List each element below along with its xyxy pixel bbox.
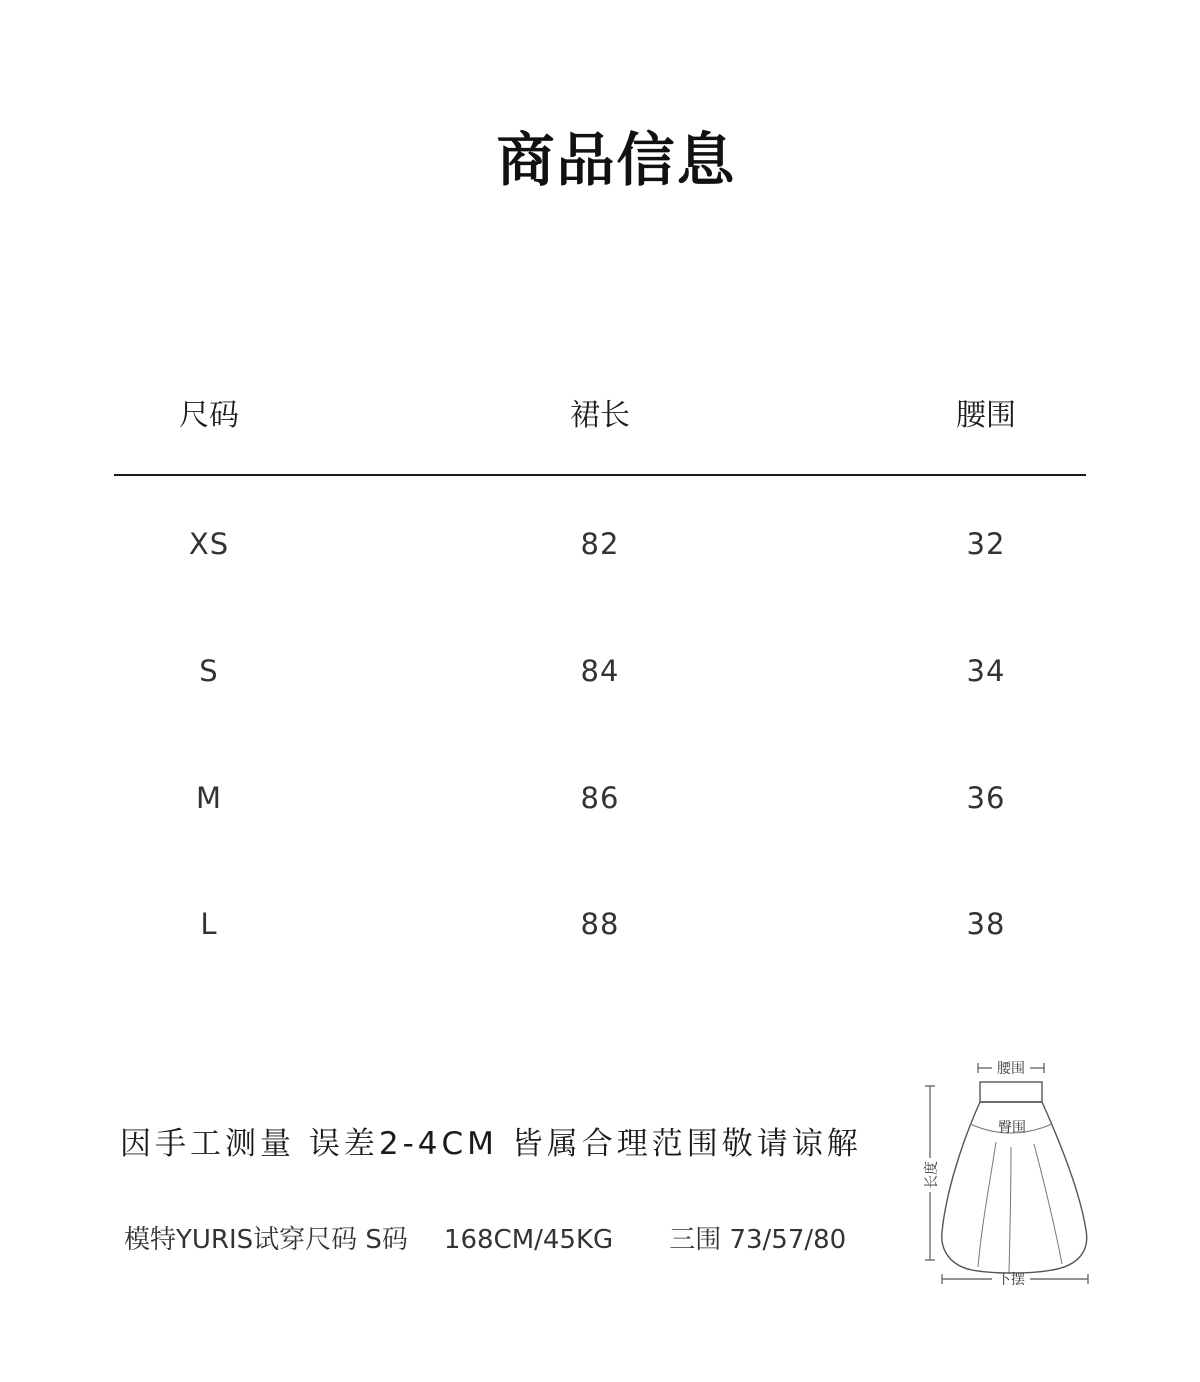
waist-cell: 32 bbox=[966, 527, 1006, 561]
size-cell: M bbox=[195, 781, 223, 815]
size-cell: L bbox=[200, 907, 218, 941]
waist-label: 腰围 bbox=[997, 1061, 1025, 1077]
skirt-length-cell: 82 bbox=[580, 527, 620, 561]
header-size: 尺码 bbox=[179, 398, 239, 433]
table-row bbox=[114, 776, 1086, 820]
header-waist: 腰围 bbox=[956, 398, 1016, 433]
hem-label: 下摆 bbox=[997, 1272, 1025, 1288]
skirt-length-cell: 86 bbox=[580, 781, 620, 815]
header-divider bbox=[114, 474, 1086, 476]
model-measurements: 三围 73/57/80 bbox=[669, 1225, 847, 1255]
model-fit: 模特YURIS试穿尺码 S码 bbox=[124, 1225, 408, 1255]
length-label: 长度 bbox=[924, 1161, 940, 1189]
skirt-diagram bbox=[912, 1052, 1112, 1292]
waist-cell: 38 bbox=[966, 907, 1006, 941]
table-row bbox=[114, 522, 1086, 566]
page-title: 商品信息 bbox=[496, 126, 737, 194]
table-row bbox=[114, 902, 1086, 946]
skirt-length-cell: 88 bbox=[580, 907, 620, 941]
model-info bbox=[124, 1220, 846, 1260]
skirt-length-cell: 84 bbox=[580, 654, 620, 688]
hip-label: 臀围 bbox=[998, 1120, 1026, 1136]
waist-cell: 34 bbox=[966, 654, 1006, 688]
table-row bbox=[114, 649, 1086, 693]
header-skirt-length: 裙长 bbox=[570, 398, 630, 433]
size-cell: XS bbox=[188, 527, 230, 561]
waist-cell: 36 bbox=[966, 781, 1006, 815]
size-cell: S bbox=[199, 654, 219, 688]
measurement-note: 因手工测量 误差2-4CM 皆属合理范围敬请谅解 bbox=[120, 1126, 862, 1162]
model-height-weight: 168CM/45KG bbox=[443, 1225, 614, 1255]
